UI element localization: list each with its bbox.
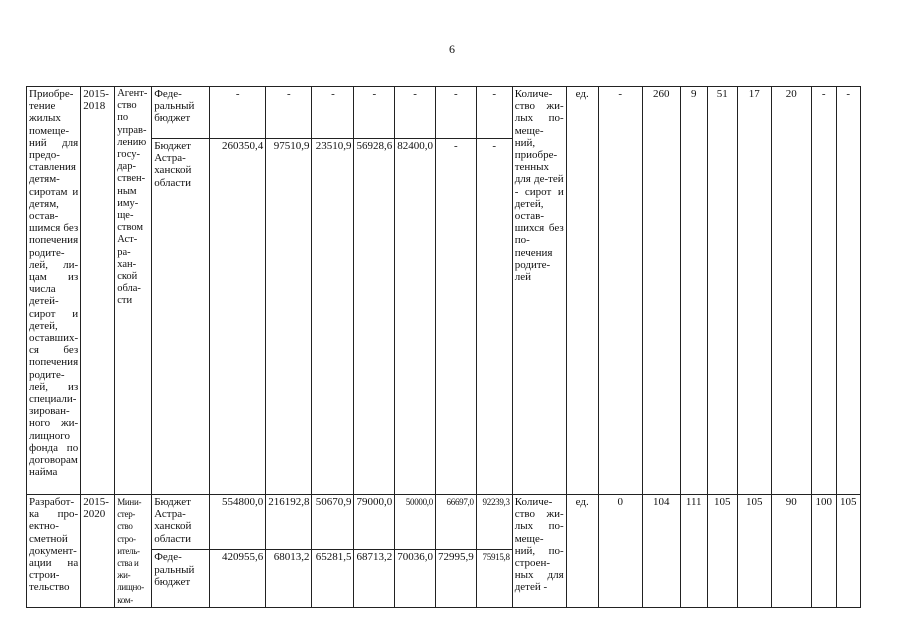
row1-period: 2015-2018 <box>81 87 115 495</box>
program-table <box>26 86 861 608</box>
indicator-cell: 51 <box>707 87 737 495</box>
value-cell: - <box>266 87 312 139</box>
indicator-cell: - <box>598 87 642 495</box>
row1-unit: ед. <box>566 87 598 495</box>
indicator-cell: - <box>836 87 860 495</box>
row1-indicator: Количе-ство жи-лых по-меще-ний, приобре-тенных для де-тей - сирот и детей, остав-шихся без по-печения родите-лей <box>512 87 566 495</box>
value-cell: 50000,0 <box>395 495 436 550</box>
row1-federal <box>27 87 861 139</box>
indicator-cell: 105 <box>707 495 737 608</box>
value-cell: - <box>476 139 512 495</box>
value-cell: 66697,0 <box>435 495 476 550</box>
value-cell: 56928,6 <box>354 139 395 495</box>
row2-unit: ед. <box>566 495 598 608</box>
row2-name: Разработ-ка про-ектно-сметной документ-ации на строи-тельство <box>27 495 81 608</box>
row2-regional <box>27 495 861 550</box>
row2-source-1: Бюджет Астра-ханской области <box>152 495 210 550</box>
indicator-cell: 100 <box>811 495 836 608</box>
row1-source-2: Бюджет Астра-ханской области <box>152 139 210 495</box>
value-cell: 75915,8 <box>476 550 512 607</box>
value-cell: 97510,9 <box>266 139 312 495</box>
row2-source-2: Феде-ральный бюджет <box>152 550 210 607</box>
row2-indicator: Количе-ство жи-лых по-меще-ний, по-строен-ных для детей - <box>512 495 566 608</box>
indicator-cell: 105 <box>737 495 771 608</box>
value-cell: 72995,9 <box>435 550 476 607</box>
indicator-cell: 0 <box>598 495 642 608</box>
value-cell: 554800,0 <box>210 495 266 550</box>
value-cell: 92239,3 <box>476 495 512 550</box>
value-cell: - <box>395 87 436 139</box>
row1-name: Приобре-тение жилых помеще-ний для предо-ставления детям-сиротам и детям, остав-шимся без попечения родите-лей, ли-цам из числа детей-сирот и детей, оставших-ся без попечения родите-лей, из специали-зирован-ного жи-лищного фонда по договорам найма <box>27 87 81 495</box>
value-cell: - <box>476 87 512 139</box>
value-cell: 79000,0 <box>354 495 395 550</box>
page-number: 6 <box>449 42 455 56</box>
indicator-cell: 260 <box>642 87 680 495</box>
value-cell: 260350,4 <box>210 139 266 495</box>
value-cell: 50670,9 <box>312 495 354 550</box>
indicator-cell: 104 <box>642 495 680 608</box>
value-cell: - <box>435 139 476 495</box>
value-cell: 216192,8 <box>266 495 312 550</box>
indicator-cell: 105 <box>836 495 860 608</box>
indicator-cell: 9 <box>680 87 707 495</box>
indicator-cell: 17 <box>737 87 771 495</box>
indicator-cell: 20 <box>771 87 811 495</box>
value-cell: 23510,9 <box>312 139 354 495</box>
value-cell: - <box>435 87 476 139</box>
value-cell: 68013,2 <box>266 550 312 607</box>
value-cell: 420955,6 <box>210 550 266 607</box>
row2-executor: Мини-стер-ство стро-итель-ства и жи-лищно-ком- <box>115 495 152 608</box>
row1-executor: Агент-ство по управ-лению госу-дар-ствен-ным иму-ще-ством Аст-ра-хан-ской обла-сти <box>115 87 152 495</box>
indicator-cell: - <box>811 87 836 495</box>
value-cell: 70036,0 <box>395 550 436 607</box>
row2-period: 2015-2020 <box>81 495 115 608</box>
value-cell: 82400,0 <box>395 139 436 495</box>
indicator-cell: 111 <box>680 495 707 608</box>
value-cell: 65281,5 <box>312 550 354 607</box>
value-cell: - <box>210 87 266 139</box>
row1-source-1: Феде-ральный бюджет <box>152 87 210 139</box>
value-cell: - <box>354 87 395 139</box>
value-cell: 68713,2 <box>354 550 395 607</box>
value-cell: - <box>312 87 354 139</box>
indicator-cell: 90 <box>771 495 811 608</box>
